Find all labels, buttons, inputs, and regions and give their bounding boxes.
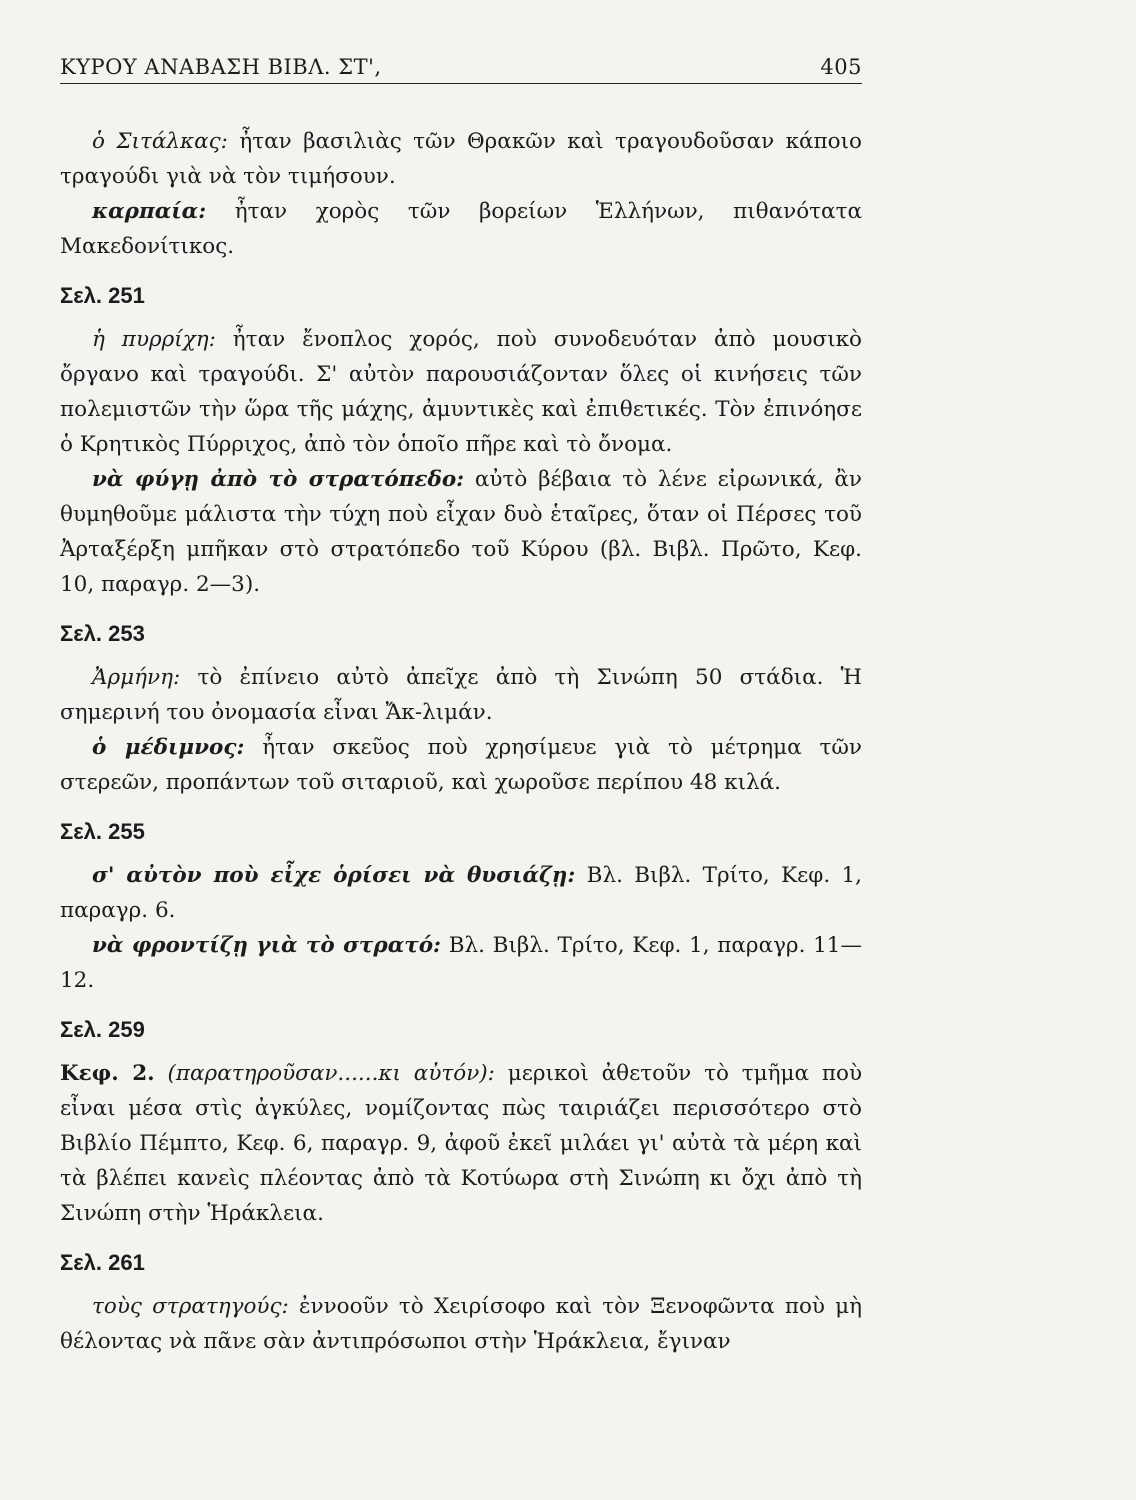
book-page: [60, 55, 862, 1359]
page-content: [60, 124, 862, 1359]
note-text: μερικοὶ ἀθετοῦν τὸ τμῆμα ποὺ εἶναι μέσα στὶς ἀγκύλες, νομίζοντας πὼς ταιριάζει περισσότερο στὸ Βιβλίο Πέμπτο, Κεφ. 6, παραγρ. 9, ἀφοῦ ἐκεῖ μιλάει γι' αὐτὰ τὰ μέρη καὶ τὰ βλέπει κανεὶς πλέοντας ἀπὸ τὰ Κοτύωρα στὴ Σινώπη κι ὄχι ἀπὸ τὴ Σινώπη στὴν Ἡράκλεια.: [60, 1061, 863, 1226]
lemma: ὁ Σιτάλκας:: [92, 129, 228, 154]
note-paragraph: [60, 730, 862, 800]
running-title: ΚΥΡΟΥ ΑΝΑΒΑΣΗ ΒΙΒΛ. ΣΤ',: [60, 55, 382, 79]
note-paragraph: [60, 1056, 862, 1231]
lemma: ἡ πυρρίχη:: [92, 327, 216, 352]
note-text: τὸ ἐπίνειο αὐτὸ ἀπεῖχε ἀπὸ τὴ Σινώπη 50 στάδια. Ἡ σημερινή του ὀνομασία εἶναι Ἄκ-λιμάν.: [60, 665, 862, 725]
note-text: ἦταν σκεῦος ποὺ χρησίμευε γιὰ τὸ μέτρημα τῶν στερεῶν, προπάντων τοῦ σιταριοῦ, καὶ χωροῦσε περίπου 48 κιλά.: [60, 735, 862, 795]
page-number: 405: [820, 55, 862, 79]
lemma: τοὺς στρατηγούς:: [92, 1294, 289, 1319]
note-text: ἦταν βασιλιὰς τῶν Θρακῶν καὶ τραγουδοῦσαν κάποιο τραγούδι γιὰ νὰ τὸν τιμήσουν.: [60, 129, 862, 189]
chapter-ref: Κεφ. 2.: [60, 1061, 155, 1086]
section-heading: Σελ. 259: [60, 1017, 145, 1042]
note-paragraph: [60, 462, 862, 602]
lemma: νὰ φροντίζῃ γιὰ τὸ στρατό:: [92, 933, 441, 958]
section-heading: Σελ. 261: [60, 1250, 145, 1275]
note-text: Βλ. Βιβλ. Τρίτο, Κεφ. 1, παραγρ. 6.: [60, 863, 862, 923]
lemma: (παρατηροῦσαν......κι αὐτόν):: [167, 1061, 495, 1086]
note-text: ἦταν χορὸς τῶν βορείων Ἑλλήνων, πιθανότατα Μακεδονίτικος.: [60, 199, 862, 259]
lemma: καρπαία:: [92, 199, 207, 224]
note-paragraph: [60, 1289, 862, 1359]
note-text: Βλ. Βιβλ. Τρίτο, Κεφ. 1, παραγρ. 11—12.: [60, 933, 862, 993]
running-header: [60, 55, 862, 84]
lemma: ὁ μέδιμνος:: [92, 735, 245, 760]
note-text: ἐννοοῦν τὸ Χειρίσοφο καὶ τὸν Ξενοφῶντα ποὺ μὴ θέλοντας νὰ πᾶνε σὰν ἀντιπρόσωποι στὴν Ἡράκλεια, ἔγιναν: [60, 1294, 862, 1354]
note-text: ἦταν ἔνοπλος χορός, ποὺ συνοδευόταν ἀπὸ μουσικὸ ὄργανο καὶ τραγούδι. Σ' αὐτὸν παρουσιάζονταν ὅλες οἱ κινήσεις τῶν πολεμιστῶν τὴν ὥρα τῆς μάχης, ἀμυντικὲς καὶ ἐπιθετικές. Τὸν ἐπινόησε ὁ Κρητικὸς Πύρριχος, ἀπὸ τὸν ὁποῖο πῆρε καὶ τὸ ὄνομα.: [60, 327, 862, 457]
lemma: νὰ φύγῃ ἀπὸ τὸ στρατόπεδο:: [92, 467, 465, 492]
section-heading: Σελ. 253: [60, 621, 145, 646]
note-paragraph: [60, 660, 862, 730]
note-paragraph: [60, 858, 862, 928]
lemma: σ' αὐτὸν ποὺ εἶχε ὁρίσει νὰ θυσιάζῃ:: [92, 863, 576, 888]
section-heading: Σελ. 255: [60, 819, 145, 844]
lemma: Ἀρμήνη:: [92, 665, 181, 690]
note-paragraph: [60, 194, 862, 264]
note-paragraph: [60, 124, 862, 194]
note-text: αὐτὸ βέβαια τὸ λένε εἰρωνικά, ἂν θυμηθοῦμε μάλιστα τὴν τύχη ποὺ εἶχαν δυὸ ἑταῖρες, ὅταν οἱ Πέρσες τοῦ Ἀρταξέρξη μπῆκαν στὸ στρατόπεδο τοῦ Κύρου (βλ. Βιβλ. Πρῶτο, Κεφ. 10, παραγρ. 2—3).: [60, 467, 862, 597]
section-heading: Σελ. 251: [60, 283, 145, 308]
note-paragraph: [60, 928, 862, 998]
note-paragraph: [60, 322, 862, 462]
